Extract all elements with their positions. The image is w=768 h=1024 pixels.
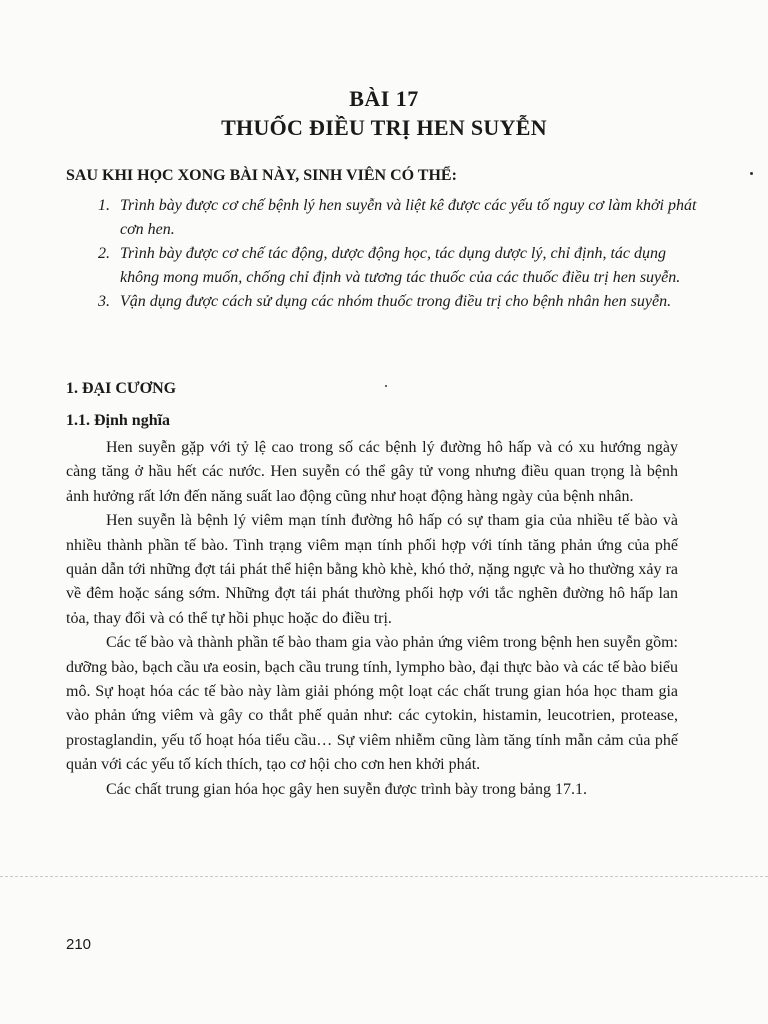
paragraph: Hen suyễn là bệnh lý viêm mạn tính đường hô hấp có sự tham gia của nhiều tế bào và nhiều thành phần tế bào. Tình trạng viêm mạn tính phối hợp với tính tăng phản ứng của phế quản dẫn tới những đợt tái phát thể hiện bằng khò khè, khó thở, nặng ngực và ho thường xảy ra về đêm hoặc sáng sớm. Những đợt tái phát thường phối hợp với tắc nghẽn đường hô hấp lan tỏa, thay đổi và có thể tự hồi phục hoặc do điều trị. [66,512,678,627]
subsection-heading: 1.1. Định nghĩa [66,412,171,429]
objective-text: Trình bày được cơ chế tác động, dược động học, tác dụng dược lý, chỉ định, tác dụng không mong muốn, chống chỉ định và tương tác thuốc của các thuốc điều trị hen suyễn. [120,245,681,286]
objectives-list [98,194,698,314]
objective-item [98,194,698,242]
paragraph: Các chất trung gian hóa học gây hen suyễn được trình bày trong bảng 17.1. [106,780,588,798]
objective-number: 2. [98,245,110,262]
objective-text: Trình bày được cơ chế bệnh lý hen suyễn và liệt kê được các yếu tố nguy cơ làm khởi phát cơn hen. [120,197,697,238]
page-number: 210 [66,936,92,953]
objective-number: 1. [98,197,110,214]
objective-number: 3. [98,293,110,310]
paragraph: Hen suyễn gặp với tỷ lệ cao trong số các bệnh lý đường hô hấp và có xu hướng ngày càng tăng ở hầu hết các nước. Hen suyễn có thể gây tử vong nhưng điều quan trọng là bệnh ảnh hưởng rất lớn đến năng suất lao động cũng như hoạt động hàng ngày của bệnh nhân. [66,439,678,505]
objective-text: Vận dụng được cách sử dụng các nhóm thuốc trong điều trị cho bệnh nhân hen suyễn. [120,293,672,310]
objective-item [98,242,698,290]
scan-speck [750,172,753,175]
objectives-heading: SAU KHI HỌC XONG BÀI NÀY, SINH VIÊN CÓ THỂ: [66,167,457,184]
paragraph: Các tế bào và thành phần tế bào tham gia vào phản ứng viêm trong bệnh hen suyễn gồm: dưỡng bào, bạch cầu ưa eosin, bạch cầu trung tính, lympho bào, đại thực bào và các tế bào biểu mô. Sự hoạt hóa các tế bào này làm giải phóng một loạt các chất trung gian hóa học tham gia vào phản ứng viêm và gây co thắt phế quản như: các cytokin, histamin, leucotrien, protease, prostaglandin, yếu tố hoạt hóa tiểu cầu… Sự viêm nhiễm cũng làm tăng tính mẫn cảm của phế quản với các yếu tố kích thích, tạo cơ hội cho cơn hen khởi phát. [66,634,678,774]
body-text [66,436,678,802]
objective-item [98,290,698,314]
scan-speck [385,385,387,387]
lesson-title: THUỐC ĐIỀU TRỊ HEN SUYỄN [221,115,547,140]
scan-artifact-line [0,876,768,877]
section-heading: 1. ĐẠI CƯƠNG [66,380,177,397]
lesson-number: BÀI 17 [349,86,419,111]
